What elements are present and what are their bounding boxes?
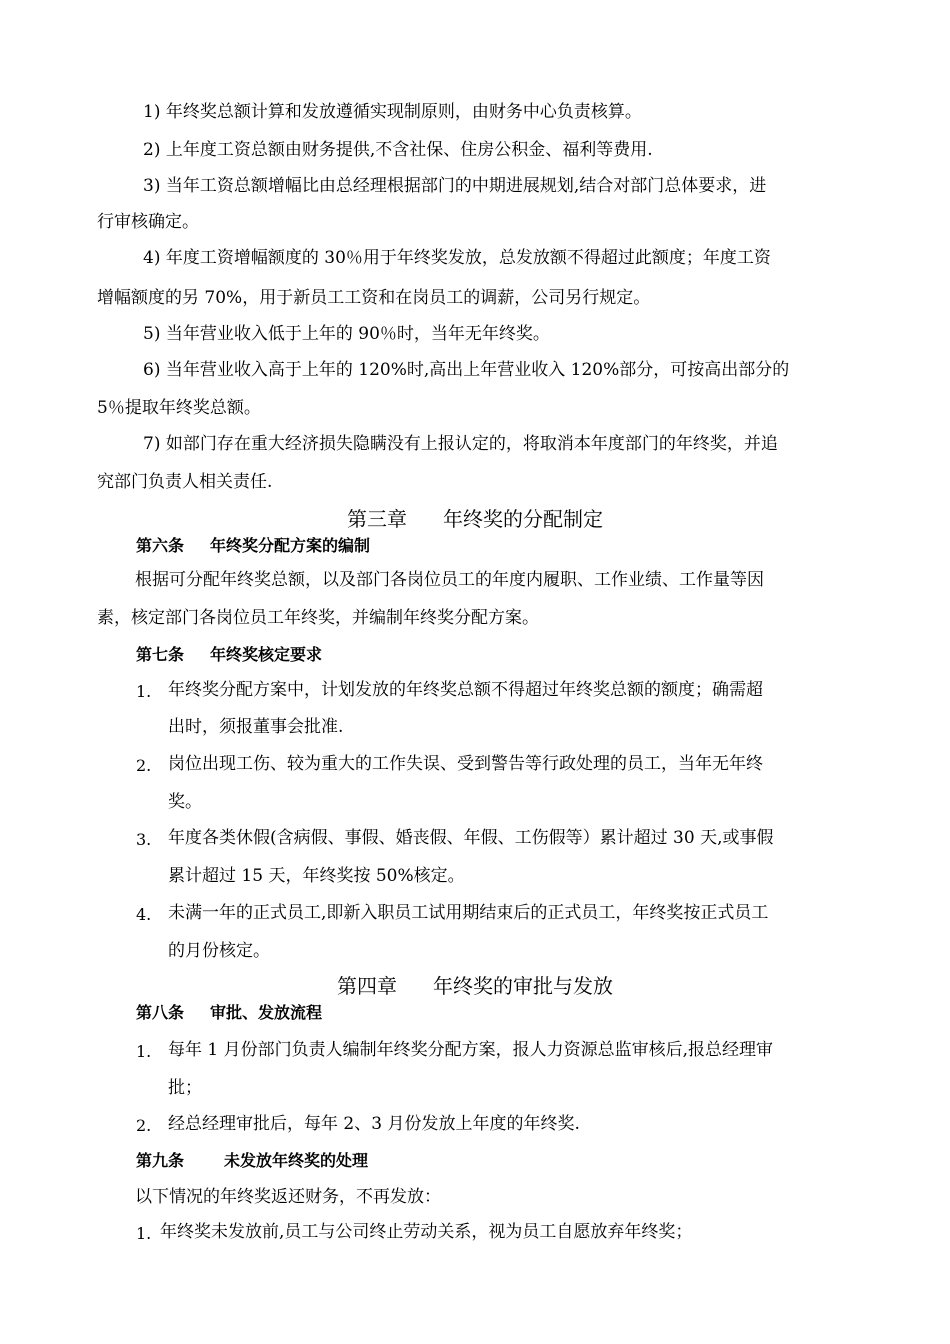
- article-title: 审批、发放流程: [210, 1003, 323, 1022]
- paragraph-line: 素，核定部门各岗位员工年终奖，并编制年终奖分配方案。: [97, 608, 539, 628]
- list-item-line: 未满一年的正式员工,即新入职员工试用期结束后的正式员工，年终奖按正式员工: [168, 903, 769, 923]
- list-number: 2.: [136, 756, 152, 775]
- chapter-title: 年终奖的审批与发放: [433, 974, 613, 998]
- list-item-line: 每年 1 月份部门负责人编制年终奖分配方案，报人力资源总监审核后,报总经理审: [168, 1040, 774, 1060]
- list-item-line: 批；: [168, 1078, 202, 1098]
- list-item-line: 的月份核定。: [168, 941, 270, 961]
- chapter-number: 第四章: [337, 974, 397, 998]
- list-item-line: 岗位出现工伤、较为重大的工作失误、受到警告等行政处理的员工，当年无年终: [168, 754, 763, 774]
- list-item-line: 年度各类休假(含病假、事假、婚丧假、年假、工伤假等）累计超过 30 天,或事假: [168, 828, 774, 848]
- list-item-line: 奖。: [168, 792, 202, 812]
- list-item-line: 累计超过 15 天，年终奖按 50%核定。: [168, 866, 465, 886]
- article-heading: [136, 645, 322, 665]
- paragraph-line: 4) 年度工资增幅额度的 30％用于年终奖发放，总发放额不得超过此额度；年度工资: [143, 248, 771, 268]
- chapter-heading: [0, 507, 950, 531]
- paragraph-line: 1) 年终奖总额计算和发放遵循实现制原则，由财务中心负责核算。: [143, 102, 642, 122]
- article-heading: [136, 536, 370, 556]
- article-title: 年终奖核定要求: [210, 645, 323, 664]
- list-number: 3.: [136, 830, 152, 849]
- paragraph-line: 5) 当年营业收入低于上年的 90％时，当年无年终奖。: [143, 324, 550, 344]
- list-number: 4.: [136, 905, 152, 924]
- list-number: 2.: [136, 1116, 152, 1135]
- paragraph-line: 行审核确定。: [97, 212, 199, 232]
- list-number: 1.: [136, 682, 152, 701]
- paragraph-line: 6) 当年营业收入高于上年的 120%时,高出上年营业收入 120%部分，可按高出部分的: [143, 360, 790, 380]
- article-number: 第八条: [136, 1003, 185, 1022]
- paragraph-line: 7) 如部门存在重大经济损失隐瞒没有上报认定的，将取消本年度部门的年终奖，并追: [143, 434, 778, 454]
- list-number: 1.: [136, 1224, 152, 1243]
- article-title: 年终奖分配方案的编制: [210, 536, 371, 555]
- chapter-title: 年终奖的分配制定: [443, 507, 603, 531]
- article-title: 未发放年终奖的处理: [224, 1151, 369, 1170]
- paragraph-line: 3) 当年工资总额增幅比由总经理根据部门的中期进展规划,结合对部门总体要求，进: [143, 176, 767, 196]
- list-item-line: 出时，须报董事会批准.: [168, 717, 344, 737]
- article-number: 第六条: [136, 536, 185, 555]
- article-number: 第九条: [136, 1151, 185, 1170]
- list-number: 1.: [136, 1042, 152, 1061]
- list-item-line: 年终奖未发放前,员工与公司终止劳动关系，视为员工自愿放弃年终奖；: [160, 1222, 693, 1242]
- chapter-number: 第三章: [347, 507, 407, 531]
- chapter-heading: [0, 974, 950, 998]
- article-heading: [136, 1003, 322, 1023]
- paragraph-line: 增幅额度的另 70%，用于新员工工资和在岗员工的调薪，公司另行规定。: [97, 288, 651, 308]
- article-number: 第七条: [136, 645, 185, 664]
- paragraph-line: 以下情况的年终奖返还财务，不再发放：: [135, 1187, 441, 1207]
- paragraph-line: 2) 上年度工资总额由财务提供,不含社保、住房公积金、福利等费用.: [143, 140, 653, 160]
- list-item-line: 年终奖分配方案中，计划发放的年终奖总额不得超过年终奖总额的额度；确需超: [168, 680, 763, 700]
- paragraph-line: 究部门负责人相关责任.: [97, 472, 273, 492]
- list-item-line: 经总经理审批后，每年 2、3 月份发放上年度的年终奖.: [168, 1114, 580, 1134]
- paragraph-line: 根据可分配年终奖总额，以及部门各岗位员工的年度内履职、工作业绩、工作量等因: [135, 570, 764, 590]
- article-heading: [136, 1151, 368, 1171]
- paragraph-line: 5％提取年终奖总额。: [97, 398, 261, 418]
